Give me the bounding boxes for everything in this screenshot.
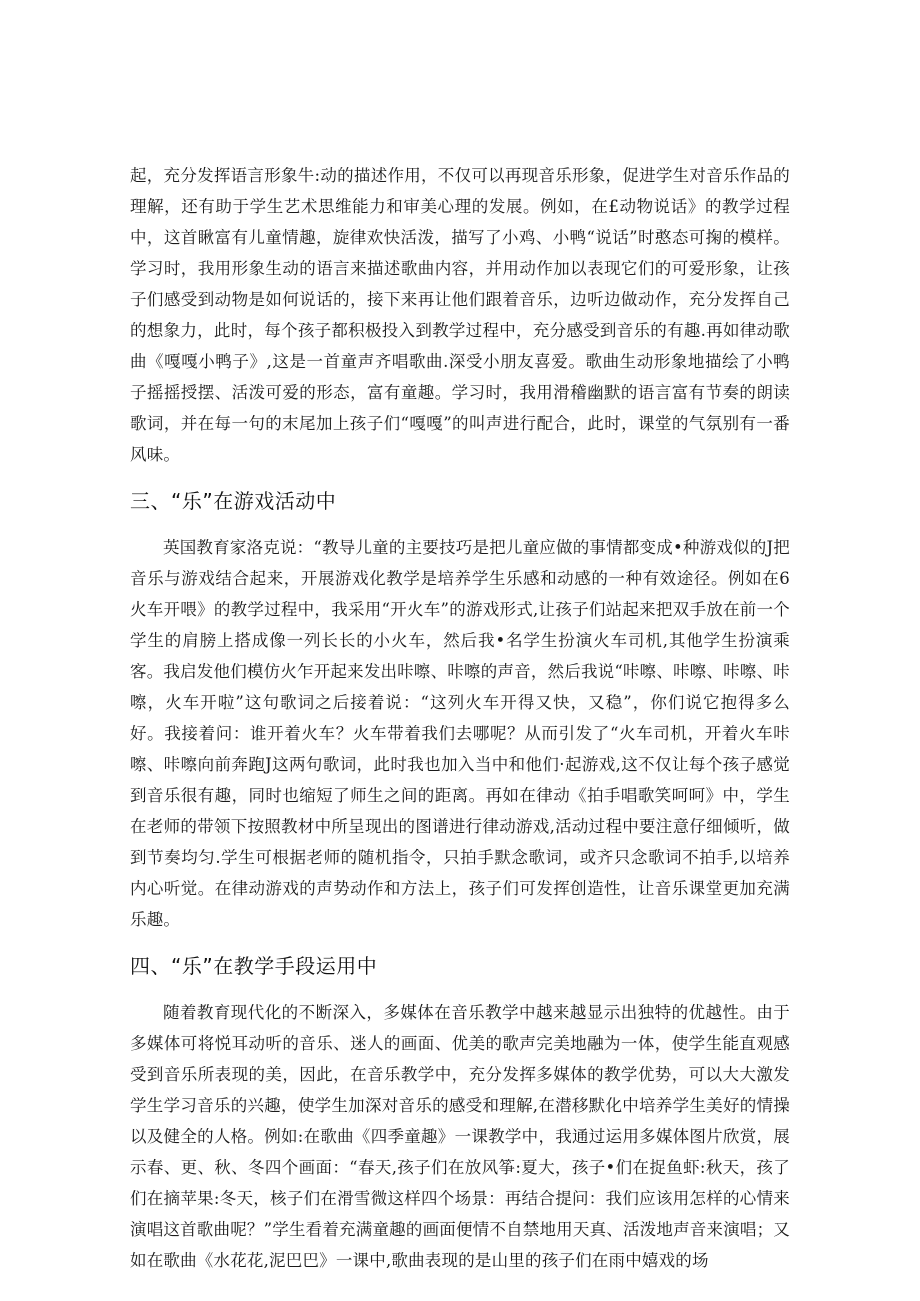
document-body xyxy=(130,160,790,1276)
paragraph-language-description: 起，充分发挥语言形象牛:动的描述作用，不仅可以再现音乐形象，促进学生对音乐作品的理解，还有助于学生艺术思维能力和审美心理的发展。例如，在£动物说话》的教学过程中，这首瞅富有儿童情趣，旋律欢快活泼，描写了小鸡、小鸭“说话”时憨态可掬的模样。学习时，我用形象生动的语言来描述歌曲内容，并用动作加以表现它们的可爱形象，让孩子们感受到动物是如何说话的，接下来再让他们跟着音乐，边听边做动作，充分发挥自己的想象力，此时，每个孩子都积极投入到教学过程中，充分感受到音乐的有趣.再如律动歌曲《嘎嘎小鸭子》,这是一首童声齐唱歌曲.深受小朋友喜爱。歌曲生动形象地描绘了小鸭子摇摇授摆、活泼可爱的形态，富有童趣。学习时，我用滑稽幽默的语言富有节奏的朗读歌词，并在每一句的末尾加上孩子们“嘎嘎”的叫声进行配合，此时，课堂的气氛别有一番风味。 xyxy=(130,166,790,464)
section-heading-games: 三、“乐”在游戏活动中 xyxy=(130,489,337,513)
paragraph-game-activities: 英国教育家洛克说：“教导儿童的主要技巧是把儿童应做的事情都变成•种游戏似的J把音乐与游戏结合起来，开展游戏化教学是培养学生乐感和动感的一种有效途径。例如在6火车开喂》的教学过程中，我采用“开火车”的游戏形式,让孩子们站起来把双手放在前一个学生的肩膀上搭成像一列长长的小火车，然后我•名学生扮演火车司机,其他学生扮演乘客。我启发他们模仿火乍开起来发出咔嚓、咔嚓的声音，然后我说“咔嚓、咔嚓、咔嚓、咔嚓，火车开啦”这句歌词之后接着说：“这列火车开得又快，又稳”，你们说它抱得多么好。我接着问：谁开着火车？火车带着我们去哪呢？从而引发了“火车司机，开着火车咔嚓、咔嚓向前奔跑J这两句歌词，此时我也加入当中和他们·起游戏,这不仅让每个孩子感觉到音乐很有趣，同时也缩短了师生之间的距离。再如在律动《拍手唱歌笑呵呵》中，学生在老师的带领下按照教材中所呈现出的图谱进行律动游戏,活动过程中要注意仔细倾听，做到节奏均匀.学生可根据老师的随机指令，只拍手默念歌词，或齐只念歌词不拍手,以培养内心听觉。在律动游戏的声势动作和方法上，孩子们可发挥创造性，让音乐课堂更加充满乐趣。 xyxy=(130,538,790,929)
paragraph-multimedia: 随着教育现代化的不断深入，多媒体在音乐教学中越来越显示出独特的优越性。由于多媒体可将悦耳动听的音乐、迷人的画面、优美的歌声完美地融为一体，使学生能直观感受到音乐所表现的美，因此，在音乐教学中，充分发挥多媒体的教学优势，可以大大激发学生学习音乐的兴趣，使学生加深对音乐的感受和理解,在潜移默化中培养学生美好的情操以及健全的人格。例如:在歌曲《四季童趣》一课教学中，我通过运用多媒体图片欣赏，展示春、更、秋、冬四个画面：“春天,孩子们在放风筝:夏大，孩子•们在捉鱼虾:秋天，孩了们在摘苹果:冬天，核子们在滑雪微这样四个场景：再结合提问：我们应该用怎样的心情来演唱这首歌曲呢？”学生看着充满童趣的画面便情不自禁地用天真、活泼地声音来演唱；又如在歌曲《水花花,泥巴巴》一课中,歌曲表现的是山里的孩子们在雨中嬉戏的场 xyxy=(130,1003,790,1270)
section-heading-teaching-methods: 四、“乐”在教学手段运用中 xyxy=(130,954,378,978)
